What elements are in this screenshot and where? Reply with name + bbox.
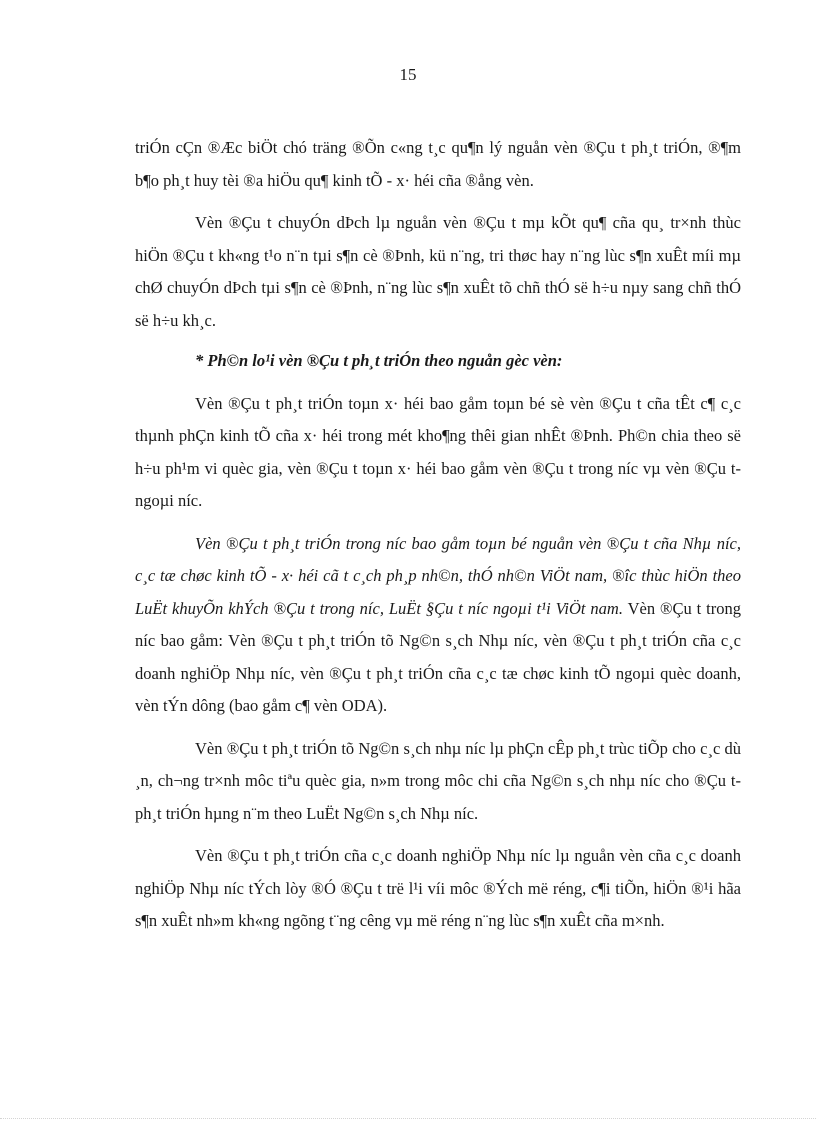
paragraph-transfer-capital: Vèn ®Çu t chuyÓn dÞch lµ nguån vèn ®Çu t mµ kÕt qu¶ cña qu¸ tr×nh thùc hiÖn ®Çu t kh«ng t¹o n¨n tµi s¶n cè ®Þnh, kü n¨ng, tri thøc hay n¨ng lùc s¶n xuÊt míi mµ chØ chuyÓn dÞch tµi s¶n cè ®Þnh, n¨ng lùc s¶n xuÊt tõ chñ thÓ së h÷u nµy sang chñ thÓ së h÷u kh¸c. (135, 213, 741, 330)
paragraph-state-budget-capital: Vèn ®Çu t ph¸t triÓn tõ Ng©n s¸ch nhµ níc lµ phÇn cÊp ph¸t trùc tiÕp cho c¸c dù ¸n, ch¬ng tr×nh môc tiªu quèc gia, n»m trong môc chi cña Ng©n s¸ch nhµ níc cho ®Çu t ph¸t triÓn hµng n¨m theo LuËt Ng©n s¸ch Nhµ níc. (135, 738, 741, 823)
paragraph-domestic-capital (135, 528, 741, 723)
document-body (135, 132, 741, 938)
page-bottom-divider (0, 1118, 816, 1119)
section-heading: * Ph©n lo¹i vèn ®Çu t ph¸t triÓn theo nguån gèc vèn: (195, 351, 563, 370)
page-number: 15 (399, 65, 417, 84)
paragraph-total-social-capital: Vèn ®Çu t ph¸t triÓn toµn x· héi bao gåm toµn bé sè vèn ®Çu t cña tÊt c¶ c¸c thµnh phÇn kinh tÕ cña x· héi trong mét kho¶ng thêi gian nhÊt ®Þnh. Ph©n chia theo së h÷u ph¹m vi quèc gia, vèn ®Çu t toµn x· héi bao gåm vèn ®Çu t trong níc vµ vèn ®Çu t ngoµi níc. (135, 393, 741, 510)
domestic-capital-definition: Vèn ®Çu t ph¸t triÓn trong níc bao gåm toµn bé nguån vèn ®Çu t cña Nhµ níc, c¸c tæ chøc kinh tÕ - x· héi cã t c¸ch ph¸p nh©n, thÓ nh©n ViÖt nam, ®îc thùc hiÖn theo LuËt khuyÕn khÝch ®Çu t trong níc, LuËt §Çu t níc ngoµi t¹i ViÖt nam. (135, 533, 741, 618)
domestic-capital-components: Vèn ®Çu t trong níc bao gåm: Vèn ®Çu t ph¸t triÓn tõ Ng©n s¸ch Nhµ níc, vèn ®Çu t ph¸t triÓn cña c¸c doanh nghiÖp Nhµ níc, vèn ®Çu t ph¸t triÓn cña c¸c tæ chøc kinh tÕ ngoµi quèc doanh, vèn tÝn dông (bao gåm c¶ vèn ODA). (135, 598, 741, 715)
paragraph-continuation: triÓn cÇn ®Æc biÖt chó träng ®Õn c«ng t¸c qu¶n lý nguån vèn ®Çu t ph¸t triÓn, ®¶m b¶o ph¸t huy tèi ®a hiÖu qu¶ kinh tÕ - x· héi cña ®ång vèn. (135, 138, 741, 190)
paragraph-state-enterprise-capital: Vèn ®Çu t ph¸t triÓn cña c¸c doanh nghiÖp Nhµ níc lµ nguån vèn cña c¸c doanh nghiÖp Nhµ níc tÝch lòy ®Ó ®Çu t trë l¹i víi môc ®Ých më réng, c¶i tiÕn, hiÖn ®¹i hãa s¶n xuÊt nh»m kh«ng ngõng t¨ng cêng vµ më réng n¨ng lùc s¶n xuÊt cña m×nh. (135, 846, 741, 930)
